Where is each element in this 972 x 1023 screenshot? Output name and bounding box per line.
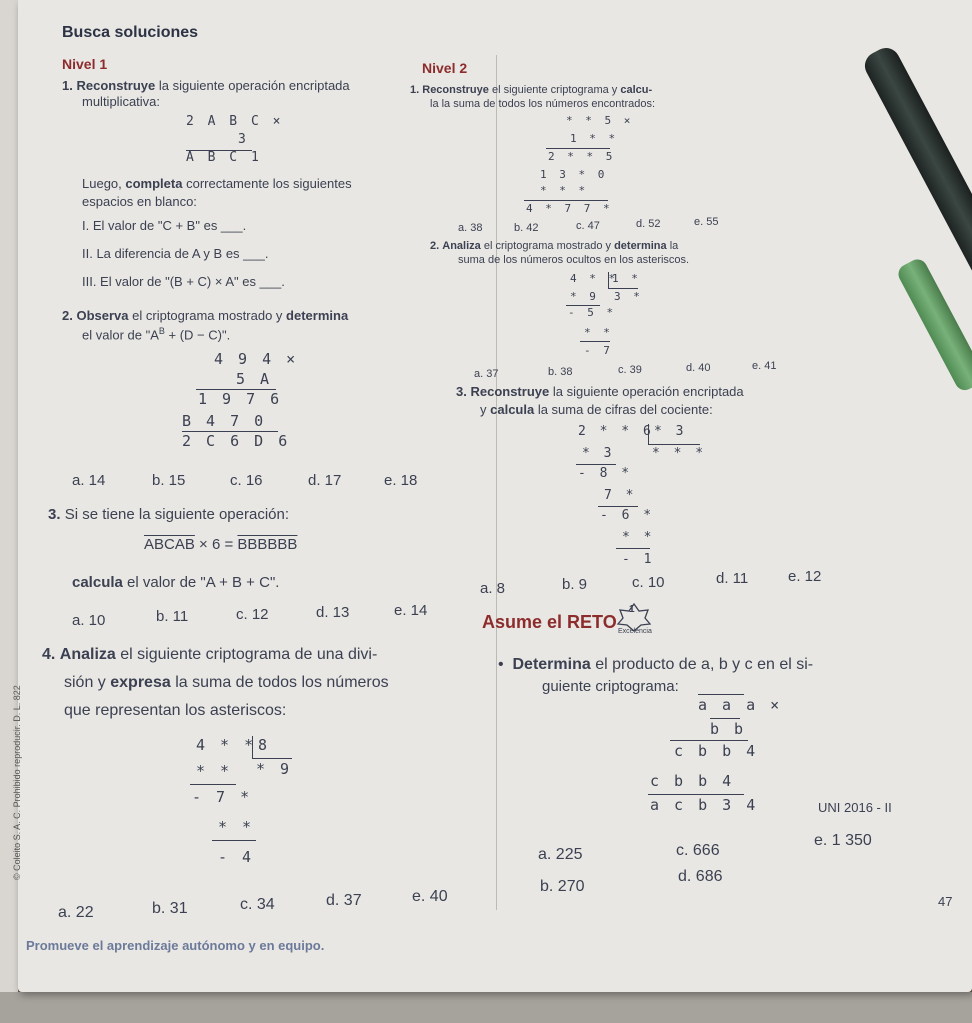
challenge-line2: b b	[710, 720, 747, 738]
right-q2-rule2	[580, 341, 610, 342]
left-q4-rule1	[190, 784, 236, 785]
right-q3-step1: * 3	[582, 446, 615, 461]
footer-motto: Promueve el aprendizaje autónomo y en equipo.	[26, 938, 325, 953]
left-q2-text: el criptograma mostrado y	[132, 308, 283, 323]
right-q1-option-e[interactable]: e. 55	[694, 216, 719, 228]
right-q2-remainder: - 7	[584, 344, 613, 357]
right-q1-option-d[interactable]: d. 52	[636, 218, 661, 230]
left-q2-option-a[interactable]: a. 14	[72, 472, 106, 489]
left-q2-line3: 1 9 7 6	[198, 390, 283, 408]
left-q1-item-i: I. El valor de "C + B" es ___.	[82, 218, 247, 233]
challenge-text: el producto de a, b y c en el si-	[590, 656, 814, 673]
left-q1-op-line2: 3	[238, 132, 249, 147]
right-q3-text2a: y	[480, 402, 491, 417]
left-q1-verb: Reconstruye	[76, 78, 156, 93]
left-q3-text: Si se tiene la siguiente operación:	[64, 506, 289, 523]
left-q2-option-e[interactable]: e. 18	[384, 472, 418, 489]
right-q1-option-a[interactable]: a. 38	[458, 222, 483, 234]
left-q2-prompt	[62, 308, 348, 323]
bullet-icon: •	[498, 656, 513, 673]
page-number: 47	[938, 894, 953, 909]
right-q2-verb2: determina	[614, 240, 667, 252]
right-q2-text2: la	[669, 240, 679, 252]
left-q1-prompt	[62, 78, 350, 93]
right-q3-prompt-line2	[480, 402, 713, 417]
left-q3-option-d[interactable]: d. 13	[316, 604, 350, 621]
left-q1-followup	[82, 176, 352, 191]
right-q3-text2b: la suma de cifras del cociente:	[534, 402, 713, 417]
right-q2-prompt-line2: suma de los números ocultos en los asteriscos.	[458, 254, 690, 266]
right-q1-line3: 2 * * 5	[548, 150, 616, 163]
left-q4-step3: * *	[218, 818, 255, 836]
right-q3-rule2	[598, 506, 638, 507]
level-2-label: Nivel 2	[422, 60, 468, 76]
right-q2-number: 2.	[430, 240, 440, 252]
right-q1-option-b[interactable]: b. 42	[514, 222, 539, 234]
right-q1-line1: * * 5 ×	[566, 114, 634, 127]
left-q4-rule2	[212, 840, 256, 841]
left-q4-verb2: expresa	[110, 674, 171, 691]
left-q2-prompt-line2	[82, 326, 230, 342]
right-q3-verb2: calcula	[490, 402, 535, 417]
right-q3-step2: - 8 *	[578, 466, 633, 481]
left-q3-option-e[interactable]: e. 14	[394, 602, 428, 619]
badge-number: 1	[629, 604, 635, 615]
challenge-verb: Determina	[512, 656, 591, 673]
right-q3-divisor-rule	[648, 444, 700, 445]
right-q1-verb2: calcu-	[620, 84, 653, 96]
right-q2-verb: Analiza	[442, 240, 481, 252]
left-q1-lead: Luego,	[82, 176, 122, 191]
challenge-source: UNI 2016 - II	[818, 800, 892, 815]
right-q2-prompt	[430, 240, 678, 252]
right-q2-step2: - 5 *	[568, 306, 617, 319]
right-q2-option-e[interactable]: e. 41	[752, 360, 777, 372]
left-q4-option-e[interactable]: e. 40	[412, 888, 448, 905]
left-q3-lhs: ABCAB	[144, 536, 195, 553]
right-q2-option-a[interactable]: a. 37	[474, 368, 499, 380]
challenge-prompt	[498, 656, 813, 674]
left-q1-op-line3: A B C 1	[186, 150, 262, 165]
challenge-line4: c b b 4	[650, 772, 735, 790]
left-q3-rhs: BBBBBB	[237, 536, 298, 553]
left-q2-line5: 2 C 6 D 6	[182, 432, 291, 450]
left-q4-quotient: * 9	[256, 760, 293, 778]
right-q3-divisor: * 3	[654, 424, 687, 439]
left-q2-line4: B 4 7 0	[182, 412, 267, 430]
left-q1-followup-line2: espacios en blanco:	[82, 194, 197, 209]
left-q4-text2b: la suma de todos los números	[170, 674, 389, 691]
left-q4-text2a: sión y	[64, 674, 111, 691]
worksheet-page	[12, 0, 972, 992]
challenge-line5: a c b 3 4	[650, 796, 759, 814]
left-q4-divisor-rule	[252, 758, 292, 759]
right-q3-division-bar	[648, 424, 649, 444]
right-q3-remainder: - 1	[622, 552, 655, 567]
right-q3-option-e[interactable]: e. 12	[788, 568, 822, 585]
challenge-rule1	[670, 740, 748, 741]
right-q3-rule1	[576, 464, 616, 465]
right-q1-line2: 1 * *	[570, 132, 619, 145]
left-q2-line2: 5 A	[236, 370, 273, 388]
challenge-rule2	[648, 794, 744, 795]
right-q2-text: el criptograma mostrado y	[483, 240, 611, 252]
left-q4-step1: * *	[196, 762, 233, 780]
right-q3-step4: - 6 *	[600, 508, 655, 523]
challenge-line1: a a a ×	[698, 696, 783, 714]
left-q1-text: la siguiente operación encriptada	[158, 78, 350, 93]
left-q4-option-a[interactable]: a. 22	[58, 904, 94, 921]
right-q1-number: 1.	[410, 84, 420, 96]
right-q1-line5: * * *	[540, 184, 589, 197]
side-copyright: © Coleito S. A. C. Prohibido reproducir. D. L. 822	[12, 685, 22, 880]
right-q1-option-c[interactable]: c. 47	[576, 220, 600, 232]
right-q1-rule1	[546, 148, 610, 149]
right-q3-step3: 7 *	[604, 488, 637, 503]
left-q4-prompt	[42, 646, 377, 664]
left-q2-option-b[interactable]: b. 15	[152, 472, 186, 489]
left-q4-prompt-line2	[64, 674, 389, 692]
left-q4-option-b[interactable]: b. 31	[152, 900, 188, 917]
challenge-option-d[interactable]: d. 686	[678, 868, 723, 885]
left-q4-remainder: - 4	[218, 848, 255, 866]
left-q2-verb2: determina	[286, 308, 349, 323]
left-q1-op-line1: 2 A B C ×	[186, 114, 284, 129]
left-q1-item-iii: III. El valor de "(B + C) × A" es ___.	[82, 274, 285, 289]
right-q3-rule3	[616, 548, 650, 549]
left-q4-number: 4.	[42, 646, 56, 663]
right-q2-quotient: 3 *	[614, 290, 643, 303]
right-q3-text: la siguiente operación encriptada	[552, 384, 744, 399]
left-q4-step2: - 7 *	[192, 788, 253, 806]
challenge-prompt-line2: guiente criptograma:	[542, 678, 679, 695]
left-q2-line1: 4 9 4 ×	[214, 350, 299, 368]
left-q2-option-d[interactable]: d. 17	[308, 472, 342, 489]
right-q1-prompt-line2: la la suma de todos los números encontrados:	[430, 98, 656, 110]
left-q3-question	[72, 574, 279, 591]
table-surface	[0, 992, 972, 1023]
left-q3-prompt	[48, 506, 289, 523]
left-q2-text3: + (D − C)".	[164, 327, 231, 343]
left-q4-dividend: 4 * *	[196, 736, 257, 754]
left-q4-prompt-line3: que representan los asteriscos:	[64, 702, 287, 719]
challenge-title: Asume el RETO	[482, 612, 617, 632]
challenge-option-b[interactable]: b. 270	[540, 878, 585, 895]
right-q3-option-d[interactable]: d. 11	[716, 570, 749, 587]
challenge-option-a[interactable]: a. 225	[538, 846, 583, 863]
left-q3-option-b[interactable]: b. 11	[156, 608, 189, 625]
left-q2-text2: el valor de "A	[82, 327, 159, 343]
left-q2-option-c[interactable]: c. 16	[230, 472, 263, 489]
right-q3-number: 3.	[456, 384, 467, 399]
badge-label: Excelencia	[618, 628, 652, 635]
right-q2-option-c[interactable]: c. 39	[618, 364, 642, 376]
right-q1-line6: 4 * 7 7 *	[526, 202, 613, 215]
left-q4-verb: Analiza	[59, 646, 116, 663]
left-q1-item-ii: II. La diferencia de A y B es ___.	[82, 246, 269, 261]
right-q2-divisor: 1 *	[612, 272, 641, 285]
challenge-option-c[interactable]: c. 666	[676, 842, 720, 859]
left-q2-number: 2.	[62, 308, 73, 323]
right-q3-option-b[interactable]: b. 9	[562, 576, 588, 593]
right-q3-step5: * *	[622, 530, 655, 545]
left-q4-division-bar	[252, 736, 253, 758]
left-q3-equation	[144, 536, 297, 553]
left-q4-text: el siguiente criptograma de una divi-	[115, 646, 378, 663]
right-q2-option-d[interactable]: d. 40	[686, 362, 711, 374]
left-q1-number: 1.	[62, 78, 73, 93]
challenge-option-e[interactable]: e. 1 350	[814, 832, 872, 849]
challenge-overline	[698, 694, 744, 695]
left-q3-verb: calcula	[72, 574, 123, 591]
right-q1-prompt	[410, 84, 652, 96]
challenge-line3: c b b 4	[674, 742, 759, 760]
left-q4-option-d[interactable]: d. 37	[326, 892, 362, 909]
right-q3-quotient: * * *	[652, 446, 707, 461]
right-q2-option-b[interactable]: b. 38	[548, 366, 573, 378]
left-q1-prompt-line2: multiplicativa:	[82, 94, 161, 109]
right-q3-prompt	[456, 384, 744, 399]
left-q3-times: × 6 =	[194, 536, 238, 553]
left-q3-number: 3.	[48, 506, 61, 523]
left-q3-option-a[interactable]: a. 10	[72, 612, 106, 629]
right-q2-step3: * *	[584, 326, 613, 339]
right-q2-step1: * 9	[570, 290, 599, 303]
section-heading: Busca soluciones	[62, 24, 199, 41]
right-q3-dividend: 2 * * 6	[578, 424, 654, 439]
right-q3-option-c[interactable]: c. 10	[632, 574, 665, 591]
right-q2-divisor-rule	[608, 288, 638, 289]
right-q3-option-a[interactable]: a. 8	[480, 580, 506, 597]
right-q1-text: el siguiente criptograma y	[491, 84, 618, 96]
right-q1-rule2	[524, 200, 608, 201]
left-q4-option-c[interactable]: c. 34	[240, 896, 275, 913]
left-q2-verb: Observa	[76, 308, 129, 323]
left-q3-option-c[interactable]: c. 12	[236, 606, 269, 623]
right-q1-verb: Reconstruye	[422, 84, 489, 96]
left-q1-text3: correctamente los siguientes	[186, 176, 352, 191]
left-q1-verb2: completa	[125, 176, 183, 191]
right-q1-line4: 1 3 * 0	[540, 168, 608, 181]
left-q2-exponent: B	[158, 326, 165, 336]
right-q2-division-bar	[608, 272, 609, 288]
right-q3-verb: Reconstruye	[470, 384, 550, 399]
level-1-label: Nivel 1	[62, 56, 108, 72]
left-q4-divisor: 8	[258, 736, 271, 754]
right-q2-dividend: 4 * *	[570, 272, 619, 285]
challenge-overline2	[710, 718, 740, 719]
column-divider	[496, 55, 497, 910]
left-q3-text2: el valor de "A + B + C".	[122, 574, 280, 591]
